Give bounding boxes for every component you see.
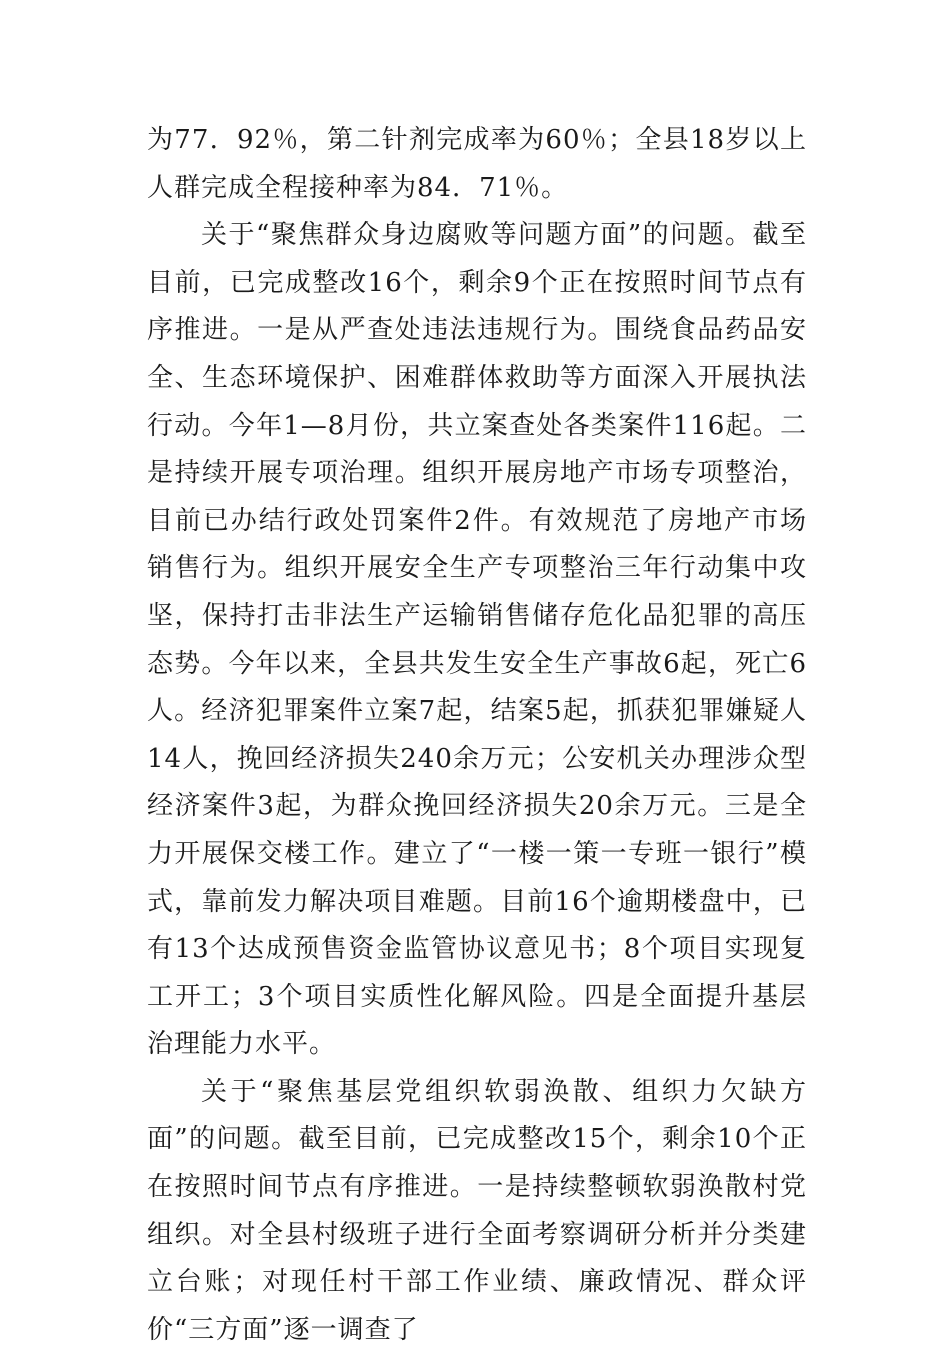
- document-body: [147, 117, 807, 1354]
- paragraph-vaccination-rate: 为77．92％，第二针剂完成率为60％；全县18岁以上人群完成全程接种率为84．71％。: [147, 125, 807, 203]
- paragraph-corruption-issues: 关于“聚焦群众身边腐败等问题方面”的问题。截至目前，已完成整改16个，剩余9个正在按照时间节点有序推进。一是从严查处违法违规行为。围绕食品药品安全、生态环境保护、困难群体救助等方面深入开展执法行动。今年1—8月份，共立案查处各类案件116起。二是持续开展专项治理。组织开展房地产市场专项整治，目前已办结行政处罚案件2件。有效规范了房地产市场销售行为。组织开展安全生产专项整治三年行动集中攻坚，保持打击非法生产运输销售储存危化品犯罪的高压态势。今年以来，全县共发生安全生产事故6起，死亡6人。经济犯罪案件立案7起，结案5起，抓获犯罪嫌疑人14人，挽回经济损失240余万元；公安机关办理涉众型经济案件3起，为群众挽回经济损失20余万元。三是全力开展保交楼工作。建立了“一楼一策一专班一银行”模式，靠前发力解决项目难题。目前16个逾期楼盘中，已有13个达成预售资金监管协议意见书；8个项目实现复工开工；3个项目实质性化解风险。四是全面提升基层治理能力水平。: [147, 220, 807, 1060]
- paragraph-party-organization: 关于“聚焦基层党组织软弱涣散、组织力欠缺方面”的问题。截至目前，已完成整改15个，剩余10个正在按照时间节点有序推进。一是持续整顿软弱涣散村党组织。对全县村级班子进行全面考察调研分析并分类建立台账；对现任村干部工作业绩、廉政情况、群众评价“三方面”逐一调查了: [147, 1076, 807, 1345]
